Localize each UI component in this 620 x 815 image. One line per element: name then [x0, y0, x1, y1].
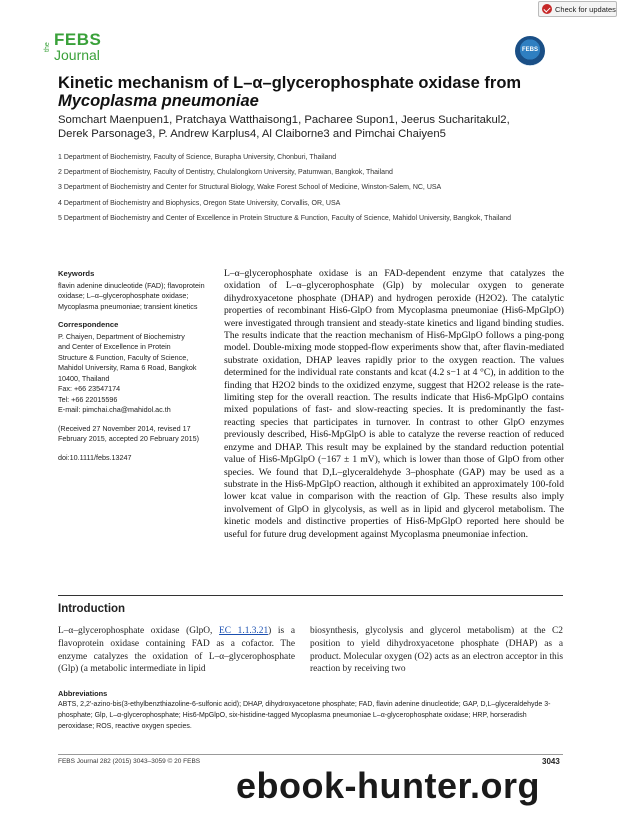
abbreviations: [58, 688, 563, 732]
badge-text: FEBS: [521, 47, 538, 53]
fax-line: Fax: +66 23547174: [58, 384, 121, 393]
keywords-text: flavin adenine dinucleotide (FAD); flavoprotein oxidase; L–α–glycerophosphate oxidase; Mycoplasma pneumoniae; transient kinetics: [58, 280, 205, 311]
section-divider: [58, 595, 563, 596]
intro-col1-text-b: ) is a flavoprotein oxidase containing FAD as a cofactor. The enzyme catalyzes the oxidation of L–α–glycerophosphate (Glp) (a metabolic intermediate in lipid: [58, 626, 295, 675]
logo-journal: Journal: [54, 47, 100, 63]
check-updates-label: Check for updates: [555, 4, 616, 14]
email-line[interactable]: E-mail: pimchai.cha@mahidol.ac.th: [58, 405, 171, 414]
footer-citation: [58, 758, 200, 765]
ec-number-link[interactable]: EC 1.1.3.21: [219, 626, 269, 636]
intro-column-2: biosynthesis, glycolysis and glycerol metabolism) at the C2 position to yield dihydroxyacetone phosphate (DHAP) as a product. Molecular oxygen (O2) acts as an electron acceptor in this reaction by receiving two: [310, 626, 563, 675]
check-updates-icon: [542, 4, 552, 14]
affiliation-5: 5 Department of Biochemistry and Center of Excellence in Protein Structure & Function, Faculty of Science, Mahidol University, Bangkok, Thailand: [58, 214, 512, 222]
introduction-heading: Introduction: [58, 603, 126, 615]
abstract-text: L–α–glycerophosphate oxidase is an FAD-dependent enzyme that catalyzes the oxidation of L–α–glycerophosphate (Glp) by molecular oxygen to generate dihydroxyacetone phosphate (DHAP) and hydrogen peroxide (H2O2). The catalytic properties of recombinant His6-GlpO from Mycoplasma pneumoniae (His6-MpGlpO) were investigated through transient and steady-state kinetics and ligand binding studies. The results indicate that the reaction mechanism of His6-MpGlpO follows a ping-pong model. Double-mixing mode stopped-flow experiments show that, after flavin-mediated substrate oxidation, DHAP leaves rapidly prior to the oxygen reaction. The values determined for the individual rate constants and kcat (4.2 s−1 at 4 °C), in addition to the finding that H2O2 binds to the oxidized enzyme, suggest that H2O2 release is the rate-limiting step for the overall reaction. The results indicate that His6-MpGlpO contains mixed populations of fast- and slow-reacting species. It is predominantly the fast-reacting species that participates in turnover. In contrast to other GlpO enzymes previously described, His6-MpGlpO is able to catalyze the reverse reaction of reduced enzyme and DHAP. This result may be explained by the standard reduction potential value of His6-MpGlpO (−167 ± 1 mV), which is lower than those of GlpO from other species. We found that D,L–glyceraldehyde 3–phosphate (GAP) may be used as a substrate in the His6-MpGlpO reaction, although it exhibited an approximately 100-fold lower kcat value in comparison with the reaction of Glp. These results also imply involvement of GlpO in glycolysis, as well as in lipid and glycerol metabolism. The kinetic models and distinctive properties of His6-MpGlpO reported here should be useful for future drug development against Mycoplasma pneumoniae infection.: [224, 268, 564, 540]
logo-febs: FEBS: [54, 30, 102, 49]
correspondence-heading: Correspondence: [58, 320, 119, 329]
watermark: ebook-hunter.org: [236, 765, 540, 806]
authors-line1: Somchart Maenpuen1, Pratchaya Watthaisong1, Pacharee Supon1, Jeerus Sucharitakul2,: [58, 114, 510, 126]
check-for-updates-button[interactable]: [538, 1, 617, 17]
article-title: [58, 74, 558, 110]
title-line1: Kinetic mechanism of L–α–glycerophosphate oxidase from: [58, 74, 522, 92]
article-sidebar: [58, 269, 216, 463]
page-number: 3043: [542, 757, 560, 766]
correspondence-line: and Center of Excellence in Protein: [58, 342, 171, 351]
affiliation-4: 4 Department of Biochemistry and Biophysics, Oregon State University, Corvallis, OR, USA: [58, 199, 341, 207]
correspondence-line: Structure & Function, Faculty of Science,: [58, 352, 189, 362]
affiliation-1: 1 Department of Biochemistry, Faculty of Science, Burapha University, Chonburi, Thailand: [58, 154, 337, 161]
title-line2: Mycoplasma pneumoniae: [58, 92, 259, 110]
abbreviations-heading: Abbreviations: [58, 689, 108, 698]
logo-the: the: [44, 42, 51, 52]
tel-line: Tel: +66 22015596: [58, 394, 118, 404]
authors-line2: Derek Parsonage3, P. Andrew Karplus4, Al Claiborne3 and Pimchai Chaiyen5: [58, 128, 446, 140]
affiliation-2: 2 Department of Biochemistry, Faculty of Dentistry, Chulalongkorn University, Patumwan, Bangkok, Thailand: [58, 169, 393, 177]
doi[interactable]: doi:10.1111/febs.13247: [58, 452, 132, 462]
intro-column-1: [58, 625, 295, 676]
publisher-text: FEBS: [183, 758, 201, 765]
affiliation-3: 3 Department of Biochemistry and Center for Structural Biology, Wake Forest School of Medicine, Winston-Salem, NC, USA: [58, 184, 442, 192]
correspondence-line: P. Chaiyen, Department of Biochemistry: [58, 331, 185, 341]
author-list: [58, 113, 558, 141]
correspondence-line: 10400, Thailand: [58, 373, 110, 383]
keywords-heading: Keywords: [58, 269, 95, 278]
intro-col1-text-a: L–α–glycerophosphate oxidase (GlpO,: [58, 626, 220, 636]
footer-divider: [58, 754, 563, 755]
affiliations: [58, 150, 598, 226]
febs-badge-icon: [515, 36, 545, 66]
correspondence-line: Mahidol University, Rama 6 Road, Bangkok: [58, 363, 197, 372]
febs-journal-logo: [44, 30, 124, 70]
received-dates: (Received 27 November 2014, revised 17 February 2015, accepted 20 February 2015): [58, 423, 200, 443]
citation-text: FEBS Journal 282 (2015) 3043–3059 © 20: [58, 758, 182, 765]
abbreviations-text: ABTS, 2,2′-azino-bis(3-ethylbenzthiazoline-6-sulfonic acid); DHAP, dihydroxyacetone phosphate; FAD, flavin adenine dinucleotide; GAP, D,L–glyceraldehyde 3-phosphate; Glp, L–α-glycerophosphate; His6-MpGlpO, six-histidine-tagged Mycoplasma pneumoniae L–α-glycerophosphate oxidase; HRP, horseradish peroxidase; ROS, reactive oxygen species.: [58, 701, 551, 730]
